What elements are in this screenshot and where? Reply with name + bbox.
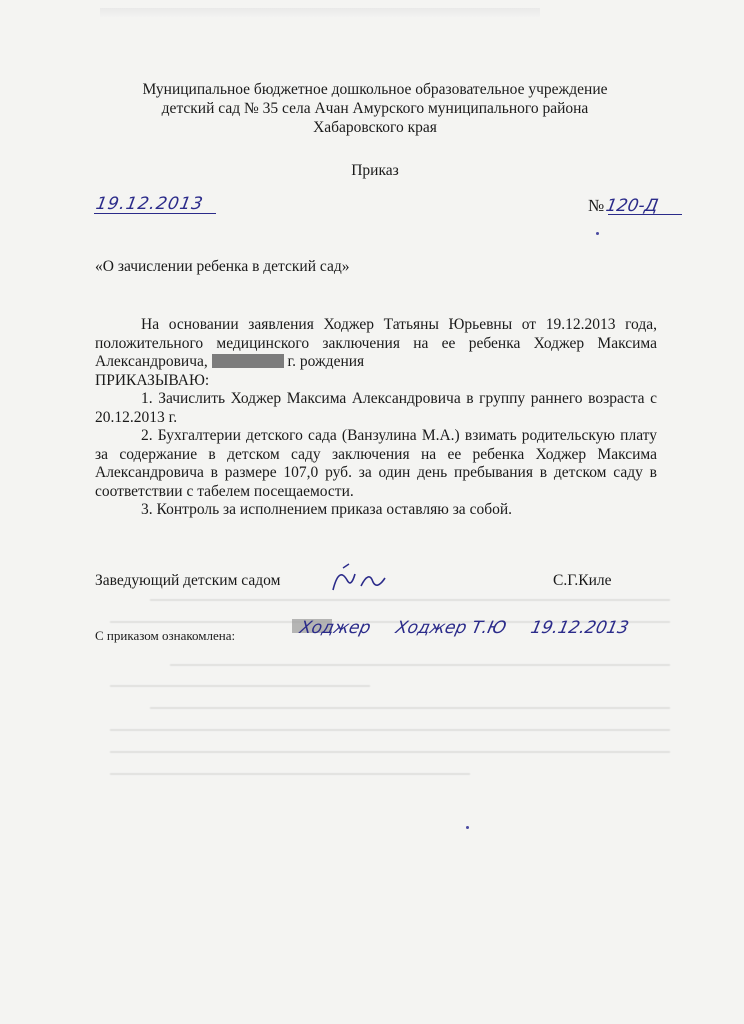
acknowledgement-handwriting [297, 618, 648, 638]
order-word: ПРИКАЗЫВАЮ: [95, 371, 210, 389]
number-sign: № [588, 196, 605, 215]
order-subject: «О зачислении ребенка в детский сад» [95, 258, 350, 275]
order-item-3: 3. Контроль за исполнением приказа оставляю за собой. [141, 501, 513, 518]
order-body [95, 316, 657, 520]
ack-name: Ходжер Т.Ю [393, 618, 508, 638]
order-number-underline [608, 214, 682, 215]
acknowledgement-label: С приказом ознакомлена: [95, 628, 236, 643]
head-name: С.Г.Киле [553, 572, 612, 589]
document-title: Приказ [351, 162, 399, 179]
order-item-1: 1. Зачислить Ходжер Максима Александровича в группу раннего возраста с 20.12.2013 г. [95, 390, 657, 426]
head-signature-scribble [325, 560, 395, 600]
redacted-birth-date [212, 354, 284, 368]
order-number-handwritten: 120-Д [604, 196, 660, 216]
order-date-handwritten: 19.12.2013 [94, 194, 206, 214]
header-line-1: Муниципальное бюджетное дошкольное образовательное учреждение [142, 81, 608, 98]
intro-paragraph [95, 316, 657, 372]
ack-signature: Ходжер [297, 618, 373, 638]
order-number [588, 196, 658, 216]
intro-text: На основании заявления Ходжер Татьяны Юрьевны от 19.12.2013 года, положительного медицинского заключения на ее ребенка Ходжер Максима Александровича, [95, 316, 657, 370]
ink-dot [466, 826, 469, 829]
order-date-underline [94, 213, 216, 214]
order-item-2: 2. Бухгалтерии детского сада (Ванзулина М.А.) взимать родительскую плату за содержание в детском саду заключения на ее ребенка Ходжер Максима Александровича в размере 107,0 руб. за один день пребывания в детском саду в соответствии с табелем посещаемости. [95, 427, 657, 500]
birth-year-suffix: г. рождения [287, 353, 365, 370]
institution-header [95, 80, 655, 137]
scan-artifact [100, 8, 540, 18]
header-line-3: Хабаровского края [313, 119, 437, 136]
ack-date: 19.12.2013 [528, 618, 631, 638]
header-line-2: детский сад № 35 села Ачан Амурского муниципального района [161, 100, 589, 117]
ink-dot [596, 232, 599, 235]
head-position: Заведующий детским садом [95, 572, 281, 589]
